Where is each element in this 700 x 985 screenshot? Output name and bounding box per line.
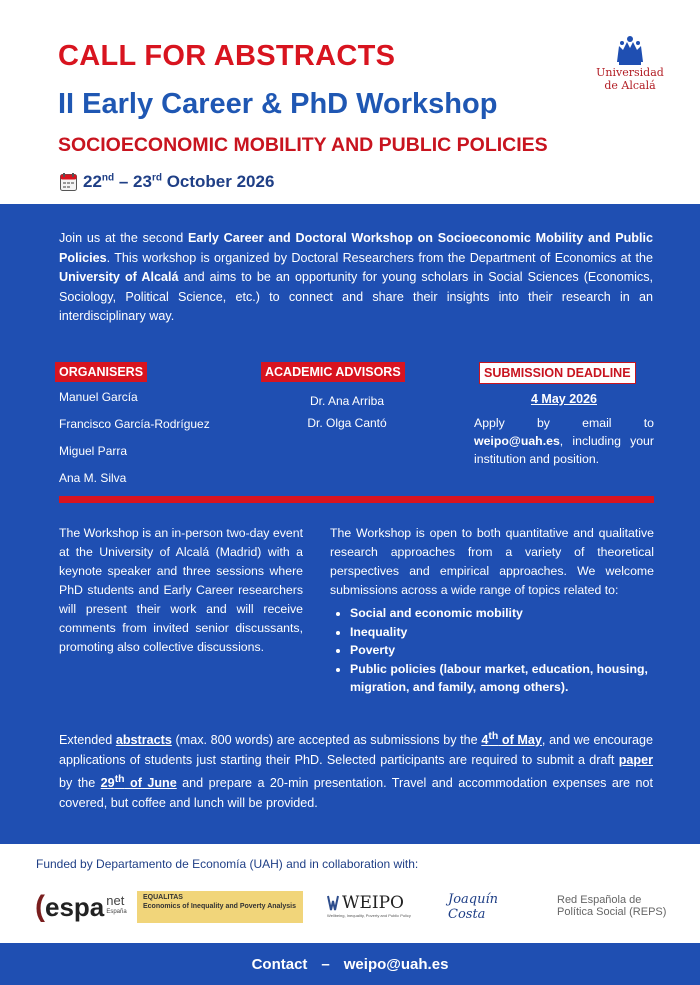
espanet-logo: ( espa net España [35,890,127,923]
organiser-name: Ana M. Silva [59,471,127,485]
reps-logo: Red Española de Política Social (REPS) [557,894,667,918]
event-date [60,172,274,192]
topics-list [330,604,654,697]
organiser-name: Francisco García-Rodríguez [59,417,210,431]
university-crest-icon [613,34,647,66]
advisors-list [264,394,430,438]
date-text: 22nd – 23rd October 2026 [83,172,275,191]
equalitas-logo: EQUALITAS Economics of Inequality and Poverty Analysis [137,891,303,923]
joaquin-costa-logo: Joaquín Costa [448,892,499,922]
workshop-title: II Early Career & PhD Workshop [58,88,498,120]
topic-item: • Poverty [350,641,654,660]
intro-paragraph: Join us at the second Early Career and Doctoral Workshop on Socioeconomic Mobility and Public Policies. This workshop is organized by Doctoral Researchers from the Department of Economics at the University of Alcalá and aims to be an opportunity for young scholars in Social Sciences (Economics, Sociology, Political Science, etc.) to connect and share their insights into their research in an interdisciplinary way. [59,231,654,323]
contact-separator: – [321,955,330,973]
weipo-mark-icon [327,895,339,911]
deadline-email-link[interactable]: weipo@uah.es [474,434,560,448]
deadline-date: 4 May 2026 [530,392,598,406]
workshop-subtitle: SOCIOECONOMIC MOBILITY AND PUBLIC POLICIES [58,134,548,156]
advisor-name: Dr. Olga Cantó [307,416,387,430]
submission-details: Extended abstracts (max. 800 words) are accepted as submissions by the 4th of May, and we encourage applications of students just starting their PhD. Selected participants are required to submit a draft paper by the 29th of June and prepare a 20-min presentation. Travel and accommodation expenses are not covered, but coffee and lunch will be provided. [59,730,653,810]
university-name-line1: Universidad [596,66,664,79]
call-heading: CALL FOR ABSTRACTS [58,40,396,72]
organisers-list [59,390,210,498]
partner-logos [30,885,680,930]
deadline-instructions: Apply by email to weipo@uah.es, including your institution and position. [474,416,654,466]
workshop-format-text: The Workshop is an in-person two-day event at the University of Alcalá (Madrid) with a keynote speaker and three sessions where PhD students and Early Career researchers will present their work and will receive comments from invited senior discussants, promoting also collective discussions. [59,526,303,654]
header [0,0,700,204]
advisors-label: ACADEMIC ADVISORS [261,362,405,382]
main-panel [0,204,700,844]
organiser-name: Miguel Parra [59,444,128,458]
deadline-label: SUBMISSION DEADLINE [479,362,636,384]
topics-section [330,524,654,697]
topic-item: • Public policies (labour market, education, housing, migration, and family, among others). [350,660,654,697]
university-logo [588,34,672,92]
topic-item: • Social and economic mobility [350,604,654,623]
contact-email-link[interactable]: weipo@uah.es [343,955,449,973]
university-name-line2: de Alcalá [604,79,656,92]
topic-item: • Inequality [350,623,654,642]
divider [59,496,654,503]
advisor-name: Dr. Ana Arriba [309,394,385,408]
organiser-name: Manuel García [59,390,138,404]
contact-label: Contact [251,955,308,973]
funding-note: Funded by Departamento de Economía (UAH) and in collaboration with: [36,857,419,871]
calendar-icon [60,173,77,191]
contact-bar [0,943,700,985]
organisers-label: ORGANISERS [55,362,147,382]
weipo-logo: WEIPO Wellbeing, Inequality, Poverty and Public Policy [327,893,411,918]
topics-intro: The Workshop is open to both quantitative and qualitative research approaches from a variety of theoretical perspectives and empirical approaches. We welcome submissions across a wide range of topics related to: [330,526,654,597]
